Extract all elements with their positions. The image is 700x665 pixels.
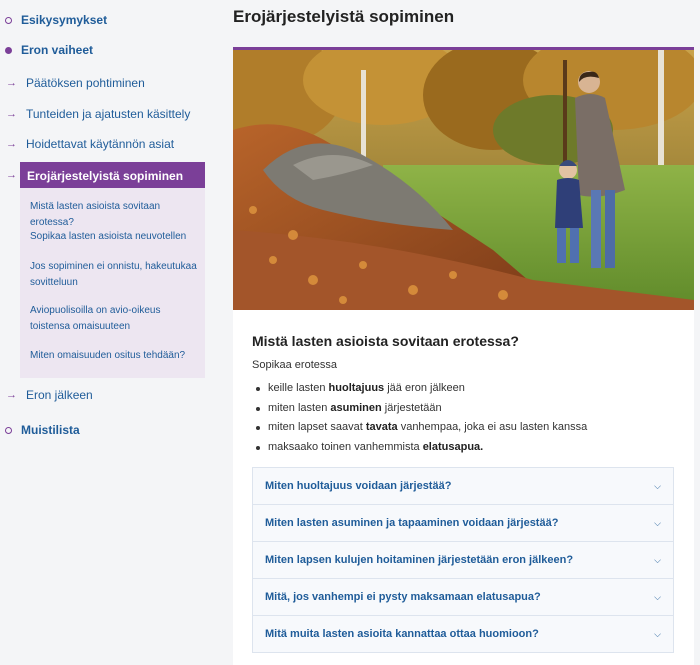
chevron-down-icon: ⌵ [654,517,661,528]
list-item: miten lapset saavat tavata vanhempaa, joka ei asu lasten kanssa [252,418,587,438]
circle-bullet-icon [5,17,12,24]
nav-label: Päätöksen pohtiminen [26,76,145,90]
accordion-item-kulut[interactable] [252,541,674,579]
arrow-right-icon: → [6,389,17,401]
nav-item-erojarjestelyt-active[interactable]: Erojärjestelyistä sopiminen [20,162,205,188]
accordion-item-asuminen[interactable] [252,504,674,542]
sub-item-avio-oikeus[interactable]: Aviopuolisoilla on avio-oikeus toistensa omaisuuteen [30,305,161,332]
arrow-right-icon: → [6,169,17,181]
nav-label: Hoidettavat käytännön asiat [26,137,175,151]
chevron-down-icon: ⌵ [654,554,661,565]
nav-item-esikysymykset[interactable] [0,13,107,27]
nav-label: Tunteiden ja ajatusten käsittely [26,107,191,121]
sub-item-lasten-asiat[interactable]: Mistä lasten asioista sovitaan erotessa? [30,201,161,228]
content-card [233,47,694,665]
arrow-right-icon: → [6,77,17,89]
filled-bullet-icon [5,47,12,54]
accordion-item-huoltajuus[interactable] [252,467,674,505]
accordion-label: Mitä, jos vanhempi ei pysty maksamaan elatusapua? [265,591,541,603]
nav-item-eron-vaiheet[interactable] [0,43,93,57]
accordion-label: Mitä muita lasten asioita kannattaa ottaa huomioon? [265,628,539,640]
sidebar [0,0,215,665]
list-item: maksaako toinen vanhemmista elatusapua. [252,438,587,458]
page-title: Erojärjestelyistä sopiminen [233,7,455,26]
accordion-label: Miten huoltajuus voidaan järjestää? [265,480,452,492]
accordion-item-elatusapu[interactable] [252,578,674,616]
accordion-item-muut-asiat[interactable] [252,615,674,653]
list-item: keille lasten huoltajuus jää eron jälkeen [252,379,587,399]
intro-text: Sopikaa erotessa [252,359,337,371]
nav-label: Esikysymykset [21,13,108,27]
nav-label: Muistilista [21,423,80,437]
chevron-down-icon: ⌵ [654,480,661,491]
hero-image [233,50,694,310]
arrow-right-icon: → [6,108,17,120]
bullet-list [252,379,587,457]
arrow-right-icon: → [6,138,17,150]
nav-item-tunteiden-kasittely[interactable] [0,107,190,121]
faq-accordion [252,468,674,653]
nav-item-eron-jalkeen[interactable] [0,388,93,402]
nav-label: Eron jälkeen [26,388,93,402]
section-title: Mistä lasten asioista sovitaan erotessa? [252,333,519,349]
sub-item-sovittelu[interactable]: Jos sopiminen ei onnistu, hakeutukaa sovitteluun [30,261,197,288]
nav-item-paatoksen-pohtiminen[interactable] [0,76,145,90]
nav-item-kaytannon-asiat[interactable] [0,137,174,151]
nav-label: Eron vaiheet [21,43,94,57]
nav-item-muistilista[interactable] [0,423,80,437]
circle-bullet-icon [5,427,12,434]
list-item: miten lasten asuminen järjestetään [252,399,587,419]
accordion-label: Miten lapsen kulujen hoitaminen järjestetään eron jälkeen? [265,554,574,566]
sub-item-neuvotellen[interactable]: Sopikaa lasten asioista neuvotellen [30,231,187,242]
accordion-label: Miten lasten asuminen ja tapaaminen voidaan järjestää? [265,517,559,529]
chevron-down-icon: ⌵ [654,628,661,639]
chevron-down-icon: ⌵ [654,591,661,602]
sub-item-ositus[interactable]: Miten omaisuuden ositus tehdään? [30,350,186,361]
